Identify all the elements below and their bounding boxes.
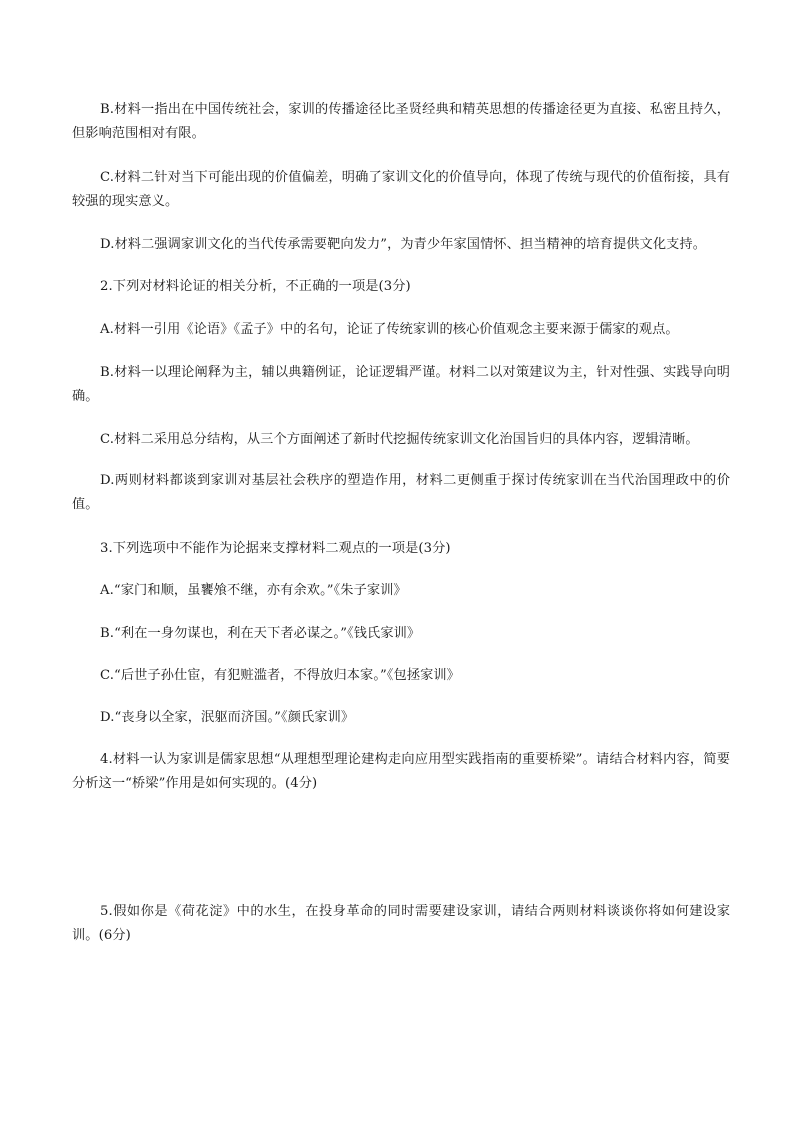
q1-option-c: C.材料二针对当下可能出现的价值偏差，明确了家训文化的价值导向，体现了传统与现代的价值衔接，具有较强的现实意义。 [72,170,730,209]
q2-stem: 2.下列对材料论证的相关分析，不正确的一项是(3分) [100,279,411,294]
q3-option-c: C.“后世子孙仕宦，有犯赃滥者，不得放归本家。”《包拯家训》 [100,668,460,683]
q4-stem: 4.材料一认为家训是儒家思想“从理想型理论建构走向应用型实践指南的重要桥梁”。请结合材料内容，简要分析这一“桥梁”作用是如何实现的。(4分) [72,752,730,791]
q3-option-a: A.“家门和顺，虽饔飧不继，亦有余欢。”《朱子家训》 [100,583,407,598]
q5-stem: 5.假如你是《荷花淀》中的水生，在投身革命的同时需要建设家训，请结合两则材料谈谈你将如何建设家训。(6分) [72,904,730,943]
q2-option-b: B.材料一以理论阐释为主，辅以典籍例证，论证逻辑严谨。材料二以对策建议为主，针对性强、实践导向明确。 [72,365,730,404]
q2-option-d: D.两则材料都谈到家训对基层社会秩序的塑造作用，材料二更侧重于探讨传统家训在当代治国理政中的价值。 [72,473,730,512]
q3-option-d: D.“丧身以全家，泯躯而济国。”《颜氏家训》 [100,710,355,725]
q1-option-d: D.材料二强调家训文化的当代传承需要靶向发力”，为青少年家国情怀、担当精神的培育提供文化支持。 [100,237,706,252]
q1-option-b: B.材料一指出在中国传统社会，家训的传播途径比圣贤经典和精英思想的传播途径更为直接、私密且持久，但影响范围相对有限。 [72,102,730,141]
q3-option-b: B.“利在一身勿谋也，利在天下者必谋之。”《钱氏家训》 [100,626,421,641]
q3-stem: 3.下列选项中不能作为论据来支撑材料二观点的一项是(3分) [100,541,451,556]
q2-option-c: C.材料二采用总分结构，从三个方面阐述了新时代挖掘传统家训文化治国旨归的具体内容，逻辑清晰。 [100,432,699,447]
q2-option-a: A.材料一引用《论语》《孟子》中的名句，论证了传统家训的核心价值观念主要来源于儒家的观点。 [100,322,679,337]
